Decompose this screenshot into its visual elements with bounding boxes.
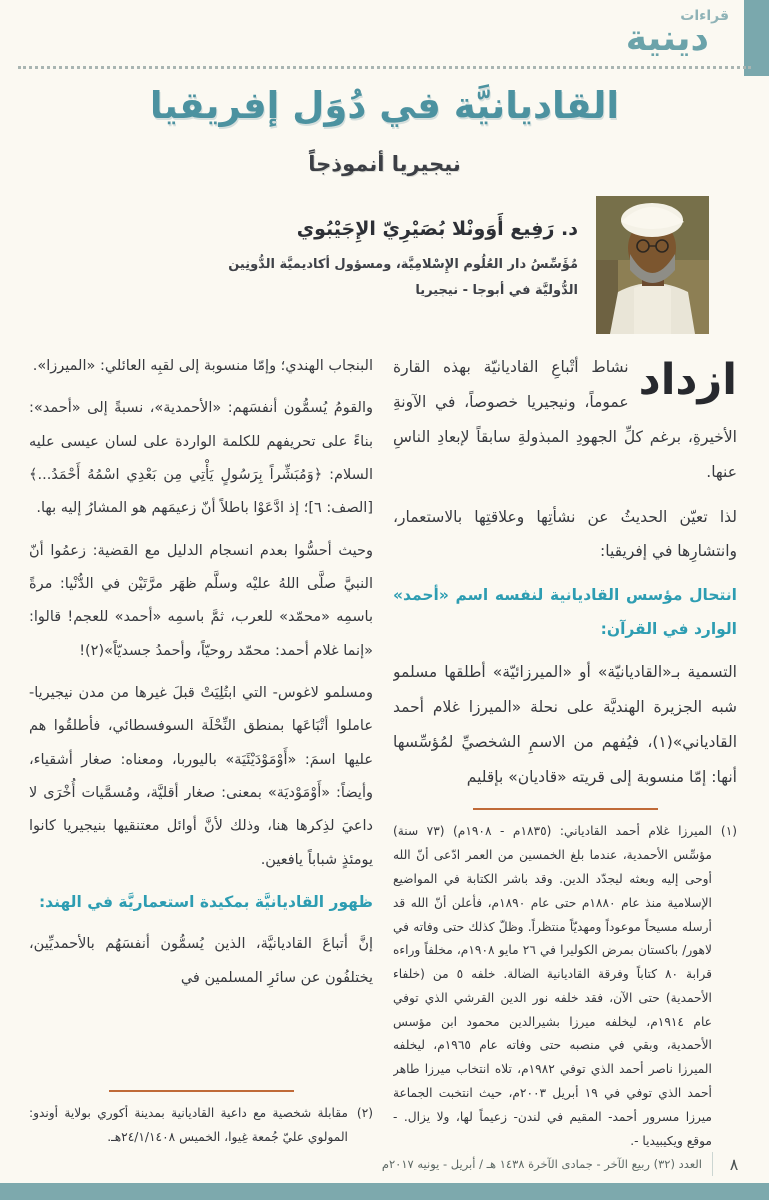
footer-separator	[712, 1152, 713, 1176]
author-text	[228, 196, 578, 304]
author-name: د. رَفِيع أَوَونْلا بُصَيْرِيّ الإِجَيْبُوي	[296, 218, 578, 240]
footnote-text: مقابلة شخصية مع داعية القاديانية بمدينة أكوري بولاية أوندو: المولوي عليّ جُمعة غِيوا، الخميس ٢٤/١/١٤٠٨هـ.	[29, 1106, 348, 1145]
lead-paragraph	[393, 350, 737, 490]
page-footer	[14, 1150, 755, 1178]
footnote-2	[29, 1102, 373, 1150]
article-body	[30, 350, 737, 1150]
page-number: ٨	[729, 1154, 739, 1174]
footnote-block-left	[29, 1086, 373, 1150]
section-heading-colonial-plot: ظهور القاديانيَّة بمكيدة استعماريَّة في الهند:	[38, 893, 373, 912]
header-dotted-rule	[18, 66, 751, 69]
bottom-accent-bar	[0, 1183, 769, 1200]
section-category-small: قراءات	[680, 8, 729, 24]
footnote-text: الميرزا غلام أحمد القادياني: (١٨٣٥م - ١٩٠٨م) (٧٣ سنة) مؤسِّس الأحمدية، عندما بلغ الخمسين من العمر ادّعى أنّ الله أوحى إليه وبعثه ليجدّد الدين. وقد باشر الكتابة في المواضيع الإسلامية منذ عام ١٨٨٠م حتى عام ١٨٩٠م، فأعلن أنّ الله قد أرسله مسيحاً موعوداً ومهديّاً منتظراً. وظلّ كذلك حتى وفاته في لاهور/ باكستان بمرض الكوليرا في ٢٦ مايو ١٩٠٨م، مخلفاً وراءه قرابة ٨٠ كتاباً وفرقة القاديانية الضالة. خلفه ٥ من (خلفاء الأحمدية) حتى الآن، فقد خلفه نور الدين القرشي الذي توفي عام ١٩١٤م، ليخلفه ميرزا بشيرالدين محمود ابن مؤسس الأحمدية، وبقي في منصبه حتى وفاته عام ١٩٦٥م، ليخلفه الميرزا ناصر أحمد الذي توفي ١٩٨٢م، تلاه انتخاب ميرزا طاهر أحمد الذي توفي في ١٩ أبريل ٢٠٠٣م، حيث انتخبت الجماعة ميرزا مسرور أحمد- المقيم في لندن- زعيماً لها، ولا يزال. - موقع ويكيبيديا -.	[393, 824, 712, 1148]
paragraph: التسمية بـ«القاديانيّة» أو «الميرزائيّة» أطلقها مسلمو شبه الجزيرة الهنديَّة على نحلة «الميرزا غلام أحمد القادياني»(١)، فيُفهم من الاسمِ الشخصيِّ لمُؤسِّسها أنها: إمّا منسوبة إلى قريته «قاديان» بإقليم	[393, 662, 737, 786]
paragraph: البنجاب الهندي؛ وإمّا منسوبة إلى لقبِه العائلي: «الميرزا».	[32, 358, 373, 374]
footnote-rule	[109, 1090, 294, 1092]
footnote-number: (١)	[720, 824, 737, 839]
article-subtitle: نيجيريا أنموذجاً	[308, 152, 461, 176]
paragraph: ومسلمو لاغوس- التي ابتُلِيَتْ قبلَ غيرها من مدن نيجيريا- عاملوا أتْبَاعَها بمنطق النِّحْلَة السوفسطائي، فأطلقُوا هم عليها اسمَ: «أَوْمَوْدَيْئَيَة» باليوربا، ومعناه: صغار أشقياء، وأيضاً: «أَوْمَوْديَة» بمعنى: صغار أقليَّة، ومُسمَّيات أُخْرَى لا داعيَ لذِكرها هنا، وذلك لأنَّ أوائل معتنقيها بنيجيريا كانوا يومئذٍ شباباً يافعين.	[29, 685, 373, 868]
author-bio-line1: مُؤَسِّسُ دار العُلُوم الإِسْلامِيَّة، ومسؤول أكاديميَّة الدُّونِين	[228, 257, 578, 272]
section-heading-qadiani-name: انتحال مؤسس القاديانية لنفسه اسم «أحمد» الوارد في القرآن:	[393, 586, 737, 638]
paragraph: وحيث أحسُّوا بعدم انسجام الدليل مع القضية: زعمُوا أنّ النبيَّ صلَّى اللهُ عليْه وسلَّم ظهَر مرَّتَيْن في الدُّنْيا: مرةً باسمِه «محمّد» للعرب، ثمَّ باسمِه «أحمد» للعجم! قالوا: «إنما غلام أحمد: محمّد روحيّاً، وأحمدُ جسديّاً»(٢)!	[29, 542, 373, 659]
footnote-1	[393, 820, 737, 1150]
author-portrait	[596, 196, 709, 334]
footnote-number: (٢)	[356, 1106, 373, 1121]
column-left	[29, 350, 373, 1150]
footnote-rule	[473, 808, 658, 810]
paragraph: إنَّ أتباعَ القاديانيَّة، الذين يُسمُّون أنفسَهُم بالأحمديِّين، يختلفُون عن سائرِ المسلمين في	[29, 936, 373, 986]
author-block	[60, 196, 709, 334]
section-category-large: دينية	[625, 18, 709, 59]
column-right	[393, 350, 737, 1150]
lead-word: ازداد	[638, 355, 737, 405]
lead-paragraph-text: نشاط أتْباعِ القاديانيّة بهذه القارة عموماً، ونيجيريا خصوصاً، في الآونةِ الأخيرةِ، برغم كلِّ الجهودِ المبذولةِ سابقاً لإبعادِ الناسِ عنها.	[393, 358, 737, 481]
author-bio-line2: الدُّوليَّة في أبوجا - نيجيريا	[415, 283, 578, 298]
footnote-block-right	[393, 804, 737, 1150]
paragraph: والقومُ يُسمُّون أنفسَهم: «الأحمدية»، نسبةً إلى «أحمد»: بناءً على تحريفهم للكلمة الواردة على لسان عيسى عليه السلام: ﴿وَمُبَشِّراً بِرَسُولٍ يَأْتِي مِن بَعْدِي اسْمُهُ أَحْمَدُ...﴾ [الصف: ٦]؛ إذ ادَّعَوْا باطلاً أنّ زعيمَهم هو المشارُ إليه بها.	[29, 400, 373, 517]
corner-accent-strip	[744, 0, 769, 76]
paragraph: لذا تعيّن الحديثُ عن نشأتِها وعلاقتِها بالاستعمار، وانتشارِها في إفريقيا:	[393, 507, 737, 561]
article-title: القاديانيَّة في دُوَل إفريقيا	[149, 84, 620, 127]
author-bio	[228, 252, 578, 304]
issue-info: العدد (٣٢) ربيع الآخر - جمادى الآخرة ١٤٣٨ هـ / أبريل - يونيه ٢٠١٧م	[381, 1157, 702, 1171]
